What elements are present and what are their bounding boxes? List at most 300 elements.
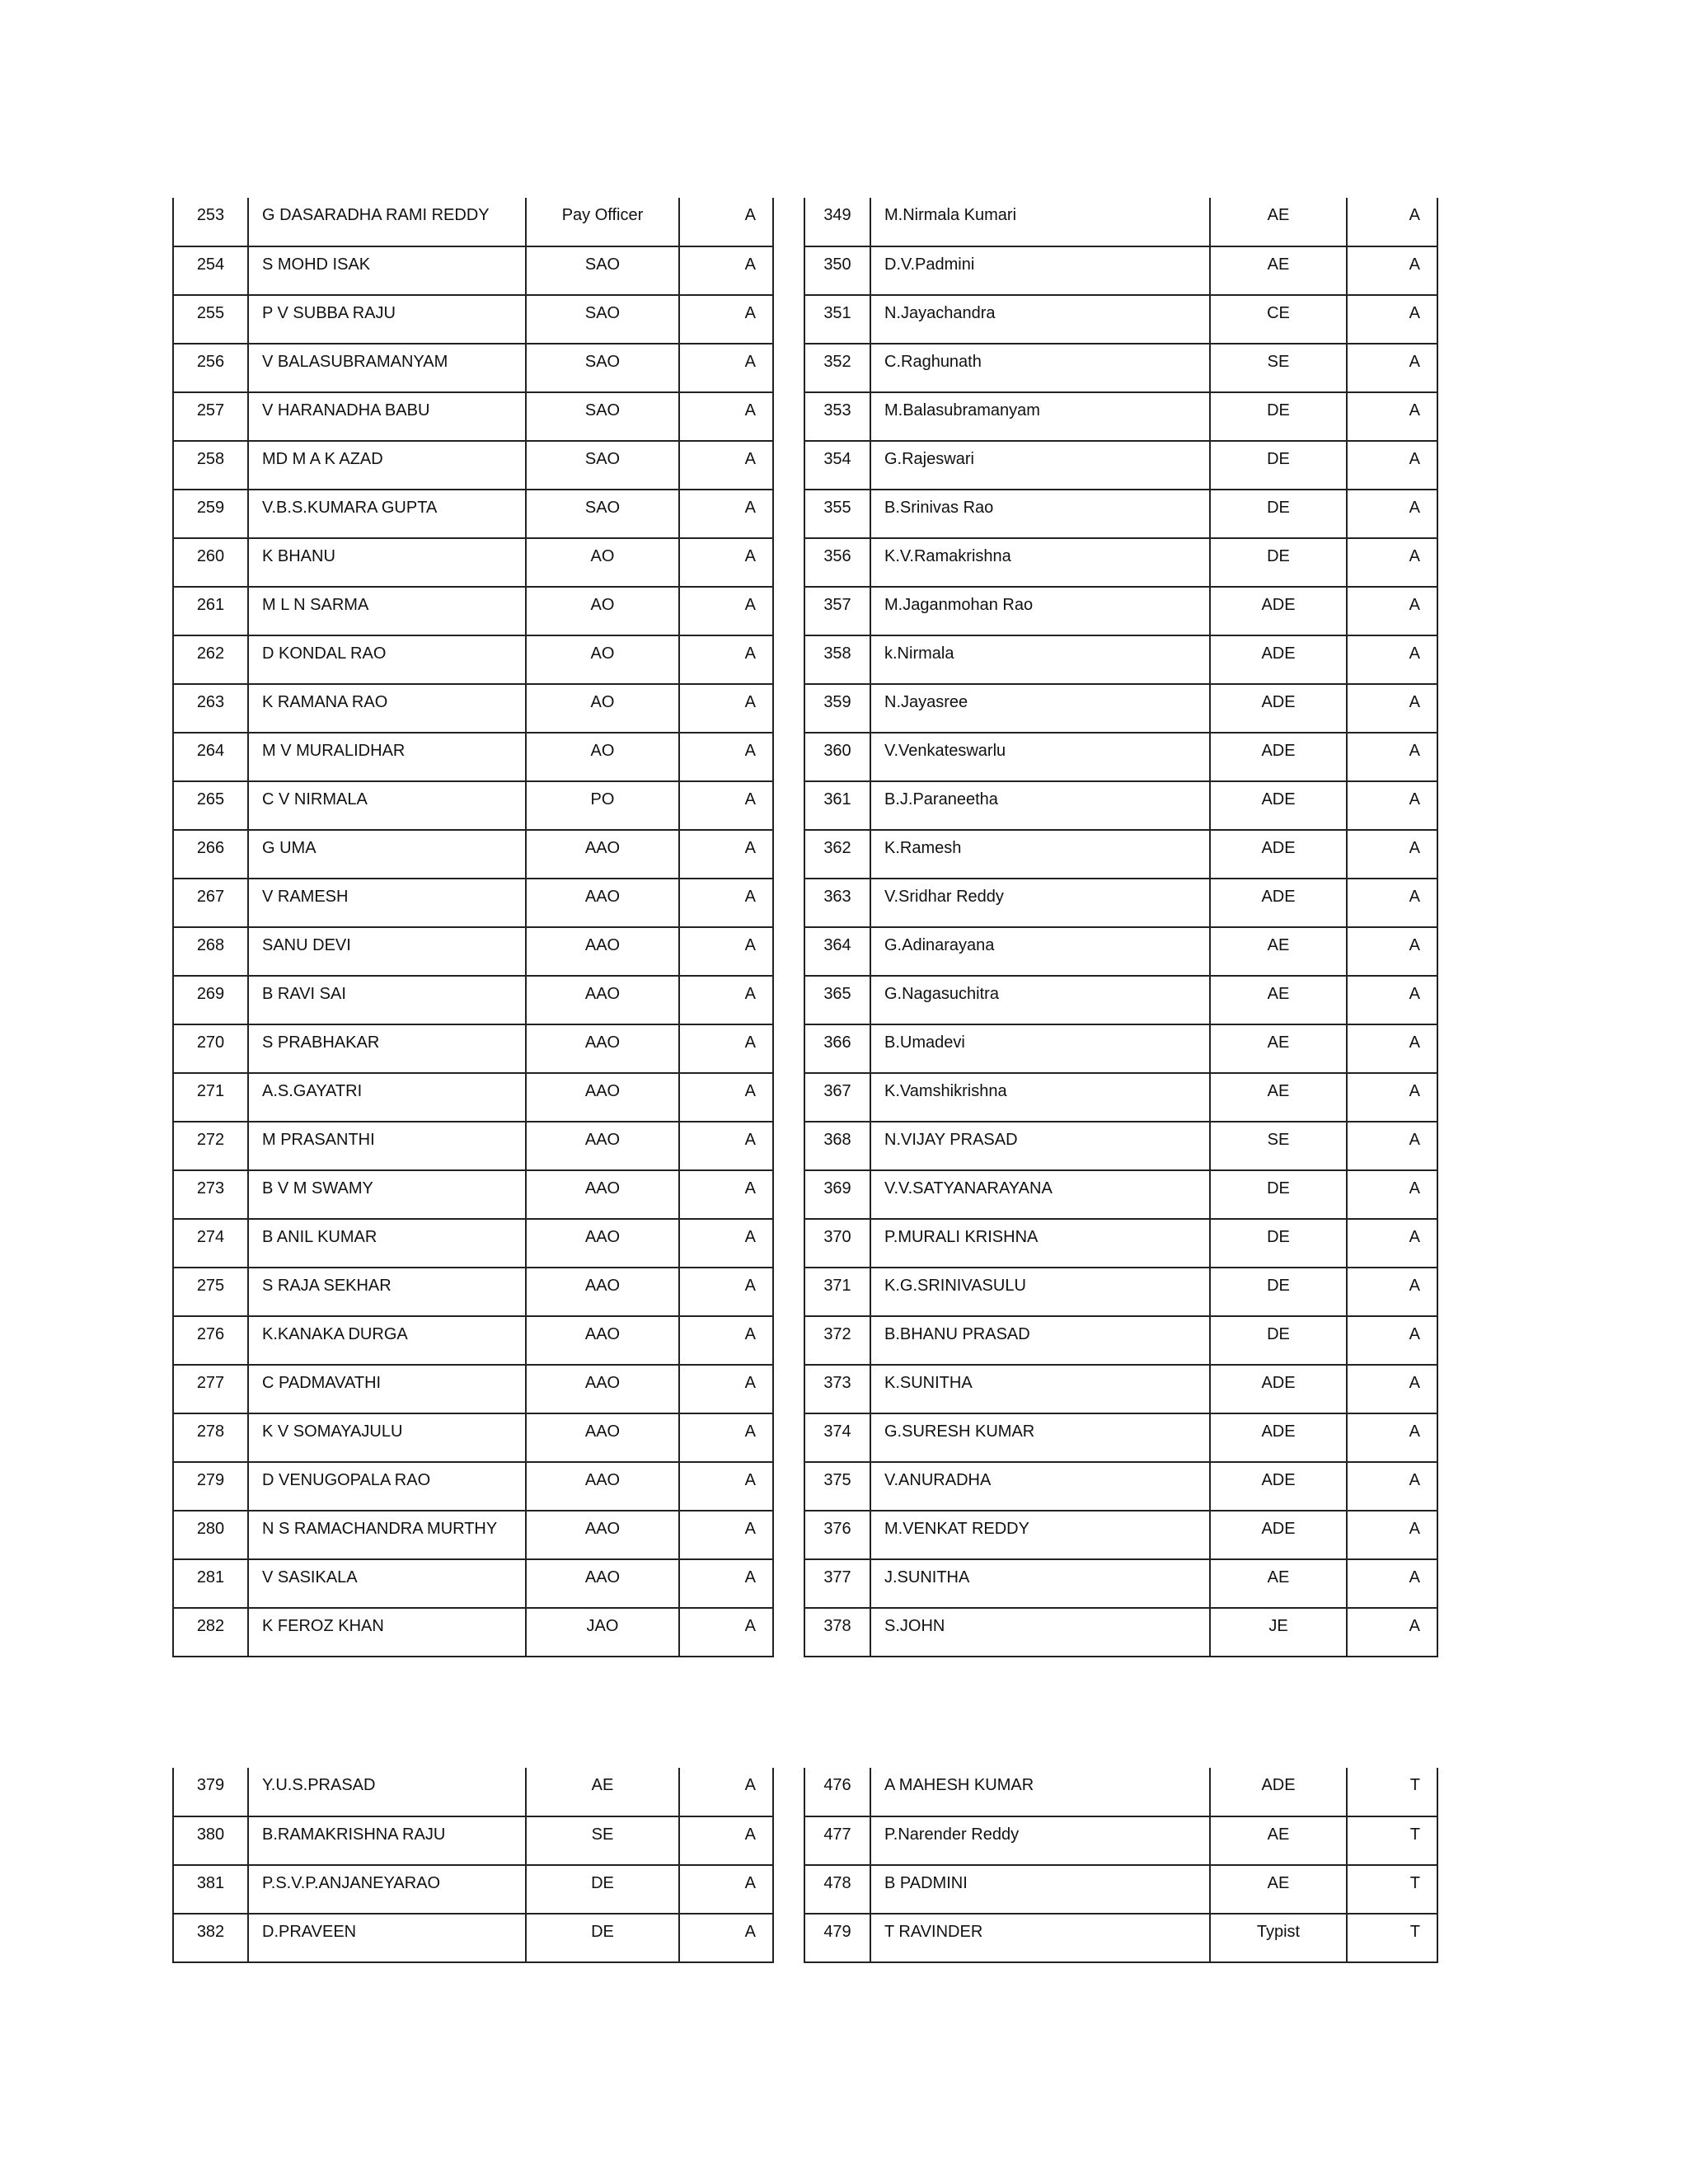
name-text: k.Nirmala — [884, 644, 954, 663]
name-text: P V SUBBA RAJU — [262, 304, 396, 322]
name-cell — [870, 198, 1210, 246]
designation-text: DE — [1267, 401, 1290, 419]
designation-cell — [526, 246, 679, 295]
table-row — [804, 1073, 1437, 1122]
category-text: A — [1409, 936, 1420, 954]
serial-number-cell — [804, 1865, 870, 1914]
serial-number-text: 370 — [823, 1228, 851, 1246]
category-cell — [1347, 1316, 1437, 1365]
category-text: A — [1409, 596, 1420, 614]
name-cell — [248, 1122, 526, 1170]
name-cell — [248, 1865, 526, 1914]
table-row — [173, 1219, 773, 1268]
designation-text: AE — [1267, 255, 1290, 274]
category-text: A — [744, 1179, 756, 1197]
table-row — [173, 1511, 773, 1559]
designation-text: DE — [1267, 1277, 1290, 1295]
table-row — [804, 1914, 1437, 1962]
category-text: T — [1409, 1923, 1420, 1941]
category-text: A — [744, 1825, 756, 1844]
category-cell — [1347, 879, 1437, 927]
serial-number-text: 257 — [196, 401, 225, 419]
designation-text: ADE — [1261, 1776, 1296, 1794]
category-cell — [679, 246, 773, 295]
serial-number-cell — [804, 587, 870, 635]
designation-text: DE — [1267, 1228, 1290, 1246]
designation-text: AO — [590, 547, 615, 565]
designation-cell — [526, 1816, 679, 1865]
table-row — [173, 295, 773, 344]
serial-number-cell — [804, 879, 870, 927]
name-text: S MOHD ISAK — [262, 255, 371, 274]
table-row — [804, 1559, 1437, 1608]
serial-number-cell — [173, 976, 248, 1024]
name-cell — [870, 1608, 1210, 1657]
category-text: A — [1409, 1033, 1420, 1052]
category-cell — [1347, 392, 1437, 441]
serial-number-text: 256 — [196, 353, 225, 371]
category-text: A — [744, 742, 756, 760]
designation-cell — [526, 198, 679, 246]
table-row — [804, 927, 1437, 976]
name-text: G.Rajeswari — [884, 450, 974, 468]
serial-number-text: 352 — [823, 353, 851, 371]
name-text: K.Ramesh — [884, 839, 962, 857]
table-row — [804, 635, 1437, 684]
category-text: A — [744, 693, 756, 711]
category-cell — [679, 198, 773, 246]
table-row — [173, 246, 773, 295]
category-text: A — [744, 1033, 756, 1052]
name-text: D VENUGOPALA RAO — [262, 1471, 431, 1489]
serial-number-cell — [804, 295, 870, 344]
category-cell — [1347, 587, 1437, 635]
serial-number-text: 375 — [823, 1471, 851, 1489]
name-cell — [870, 1768, 1210, 1816]
category-cell — [679, 1365, 773, 1413]
category-cell — [679, 1073, 773, 1122]
serial-number-text: 381 — [196, 1874, 225, 1892]
category-text: A — [1409, 1082, 1420, 1100]
category-text: A — [744, 304, 756, 322]
table-row — [804, 1170, 1437, 1219]
serial-number-cell — [173, 1816, 248, 1865]
name-cell — [870, 490, 1210, 538]
designation-cell — [1210, 441, 1347, 490]
category-text: A — [1409, 1471, 1420, 1489]
designation-text: SE — [1267, 353, 1290, 371]
table-row — [804, 587, 1437, 635]
table-row — [804, 392, 1437, 441]
table-row — [804, 344, 1437, 392]
serial-number-cell — [804, 1170, 870, 1219]
category-text: A — [1409, 255, 1420, 274]
serial-number-text: 379 — [196, 1776, 225, 1794]
category-text: T — [1409, 1825, 1420, 1844]
category-text: A — [1409, 1228, 1420, 1246]
category-text: A — [1409, 401, 1420, 419]
designation-cell — [526, 538, 679, 587]
category-cell — [1347, 441, 1437, 490]
table-row — [804, 1511, 1437, 1559]
serial-number-cell — [804, 733, 870, 781]
category-text: A — [744, 206, 756, 224]
designation-cell — [1210, 1024, 1347, 1073]
name-text: Y.U.S.PRASAD — [262, 1776, 376, 1794]
table-row — [804, 490, 1437, 538]
name-cell — [870, 1073, 1210, 1122]
name-cell — [248, 1024, 526, 1073]
serial-number-cell — [173, 733, 248, 781]
serial-number-text: 356 — [823, 547, 851, 565]
serial-number-cell — [804, 246, 870, 295]
designation-text: AE — [591, 1776, 614, 1794]
name-text: SANU DEVI — [262, 936, 351, 954]
name-cell — [870, 295, 1210, 344]
name-text: B V M SWAMY — [262, 1179, 373, 1197]
serial-number-text: 362 — [823, 839, 851, 857]
category-cell — [679, 1170, 773, 1219]
name-text: C V NIRMALA — [262, 790, 368, 808]
serial-number-cell — [173, 198, 248, 246]
serial-number-text: 270 — [196, 1033, 225, 1052]
name-cell — [248, 392, 526, 441]
serial-number-cell — [173, 1413, 248, 1462]
serial-number-cell — [804, 1914, 870, 1962]
serial-number-text: 261 — [196, 596, 225, 614]
table-row — [173, 1559, 773, 1608]
name-cell — [248, 1914, 526, 1962]
name-cell — [870, 1511, 1210, 1559]
category-text: A — [744, 1422, 756, 1441]
table-row — [173, 1170, 773, 1219]
serial-number-text: 262 — [196, 644, 225, 663]
name-cell — [248, 1073, 526, 1122]
serial-number-cell — [804, 684, 870, 733]
name-cell — [870, 587, 1210, 635]
designation-text: AAO — [584, 839, 621, 857]
designation-cell — [1210, 1768, 1347, 1816]
category-text: A — [744, 1374, 756, 1392]
category-text: A — [744, 499, 756, 517]
designation-cell — [1210, 1170, 1347, 1219]
name-cell — [248, 684, 526, 733]
serial-number-cell — [804, 1024, 870, 1073]
category-cell — [1347, 1268, 1437, 1316]
category-cell — [1347, 490, 1437, 538]
serial-number-cell — [173, 392, 248, 441]
category-text: A — [744, 1228, 756, 1246]
name-cell — [870, 927, 1210, 976]
category-cell — [679, 344, 773, 392]
serial-number-cell — [173, 684, 248, 733]
serial-number-cell — [804, 1816, 870, 1865]
serial-number-text: 476 — [823, 1776, 851, 1794]
table-row — [804, 1365, 1437, 1413]
serial-number-text: 359 — [823, 693, 851, 711]
serial-number-cell — [173, 246, 248, 295]
category-text: T — [1409, 1776, 1420, 1794]
serial-number-text: 357 — [823, 596, 851, 614]
name-cell — [870, 1559, 1210, 1608]
designation-text: ADE — [1261, 693, 1296, 711]
designation-cell — [526, 1268, 679, 1316]
serial-number-cell — [804, 538, 870, 587]
designation-cell — [1210, 879, 1347, 927]
designation-text: ADE — [1261, 596, 1296, 614]
table-row — [804, 1865, 1437, 1914]
serial-number-text: 376 — [823, 1520, 851, 1538]
category-cell — [1347, 830, 1437, 879]
name-cell — [248, 1768, 526, 1816]
designation-cell — [1210, 538, 1347, 587]
name-cell — [870, 344, 1210, 392]
name-text: M.Jaganmohan Rao — [884, 596, 1034, 614]
serial-number-cell — [804, 1511, 870, 1559]
name-text: A MAHESH KUMAR — [884, 1776, 1034, 1794]
table-row — [173, 1413, 773, 1462]
designation-text: AAO — [584, 1033, 621, 1052]
name-cell — [248, 1365, 526, 1413]
table-row — [173, 1024, 773, 1073]
staff-table-left-top — [172, 198, 774, 1657]
category-cell — [679, 1316, 773, 1365]
designation-text: AE — [1267, 936, 1290, 954]
name-cell — [248, 295, 526, 344]
serial-number-text: 282 — [196, 1617, 225, 1635]
category-text: A — [1409, 985, 1420, 1003]
name-cell — [248, 879, 526, 927]
serial-number-text: 274 — [196, 1228, 225, 1246]
serial-number-text: 373 — [823, 1374, 851, 1392]
table-row — [804, 1413, 1437, 1462]
serial-number-text: 268 — [196, 936, 225, 954]
designation-cell — [1210, 976, 1347, 1024]
category-cell — [679, 1413, 773, 1462]
table-row — [173, 344, 773, 392]
name-text: D KONDAL RAO — [262, 644, 387, 663]
designation-text: SAO — [584, 450, 621, 468]
designation-text: AE — [1267, 985, 1290, 1003]
category-cell — [679, 733, 773, 781]
category-cell — [1347, 344, 1437, 392]
category-text: A — [744, 450, 756, 468]
name-cell — [870, 441, 1210, 490]
category-cell — [1347, 538, 1437, 587]
designation-cell — [526, 1073, 679, 1122]
name-cell — [248, 927, 526, 976]
serial-number-cell — [173, 1219, 248, 1268]
category-cell — [679, 1462, 773, 1511]
designation-text: AAO — [584, 1082, 621, 1100]
designation-text: ADE — [1261, 1374, 1296, 1392]
table-row — [804, 830, 1437, 879]
designation-cell — [1210, 635, 1347, 684]
name-cell — [870, 1268, 1210, 1316]
designation-cell — [1210, 490, 1347, 538]
category-cell — [1347, 976, 1437, 1024]
designation-cell — [526, 1170, 679, 1219]
designation-cell — [526, 1559, 679, 1608]
serial-number-text: 360 — [823, 742, 851, 760]
category-text: A — [744, 401, 756, 419]
category-cell — [679, 1511, 773, 1559]
name-cell — [248, 635, 526, 684]
designation-cell — [526, 1413, 679, 1462]
category-text: A — [744, 1568, 756, 1586]
designation-text: AO — [590, 596, 615, 614]
name-text: V.Sridhar Reddy — [884, 888, 1004, 906]
designation-cell — [1210, 830, 1347, 879]
name-text: V.V.SATYANARAYANA — [884, 1179, 1053, 1197]
name-text: V BALASUBRAMANYAM — [262, 353, 448, 371]
designation-cell — [1210, 1914, 1347, 1962]
category-cell — [1347, 733, 1437, 781]
category-cell — [679, 684, 773, 733]
category-cell — [1347, 1768, 1437, 1816]
serial-number-cell — [173, 1914, 248, 1962]
table-row — [804, 441, 1437, 490]
designation-cell — [1210, 1559, 1347, 1608]
name-text: D.PRAVEEN — [262, 1923, 357, 1941]
serial-number-cell — [804, 441, 870, 490]
table-row — [804, 538, 1437, 587]
name-cell — [248, 1511, 526, 1559]
designation-text: Pay Officer — [561, 206, 644, 224]
designation-cell — [1210, 1511, 1347, 1559]
serial-number-cell — [804, 635, 870, 684]
table-row — [804, 246, 1437, 295]
category-cell — [1347, 781, 1437, 830]
name-text: S.JOHN — [884, 1617, 945, 1635]
serial-number-text: 280 — [196, 1520, 225, 1538]
table-row — [173, 1268, 773, 1316]
serial-number-cell — [173, 635, 248, 684]
designation-cell — [526, 733, 679, 781]
category-text: A — [1409, 1179, 1420, 1197]
designation-text: AO — [590, 644, 615, 663]
serial-number-text: 366 — [823, 1033, 851, 1052]
table-row — [804, 1268, 1437, 1316]
designation-text: AAO — [584, 1131, 621, 1149]
name-cell — [870, 976, 1210, 1024]
name-text: V SASIKALA — [262, 1568, 358, 1586]
name-text: K FEROZ KHAN — [262, 1617, 384, 1635]
designation-text: Typist — [1256, 1923, 1301, 1941]
table-row — [173, 927, 773, 976]
designation-cell — [526, 1865, 679, 1914]
category-text: A — [744, 1471, 756, 1489]
designation-cell — [526, 830, 679, 879]
category-text: A — [744, 888, 756, 906]
name-cell — [870, 246, 1210, 295]
serial-number-cell — [173, 781, 248, 830]
category-text: A — [1409, 742, 1420, 760]
designation-text: DE — [1267, 1179, 1290, 1197]
designation-text: ADE — [1261, 1471, 1296, 1489]
category-cell — [1347, 1865, 1437, 1914]
designation-text: DE — [1267, 450, 1290, 468]
name-text: B PADMINI — [884, 1874, 968, 1892]
serial-number-cell — [173, 927, 248, 976]
designation-cell — [1210, 1413, 1347, 1462]
designation-cell — [526, 1768, 679, 1816]
name-cell — [248, 1316, 526, 1365]
category-text: A — [1409, 499, 1420, 517]
name-text: K RAMANA RAO — [262, 693, 388, 711]
designation-cell — [1210, 1268, 1347, 1316]
designation-cell — [526, 1365, 679, 1413]
serial-number-text: 353 — [823, 401, 851, 419]
table-row — [804, 198, 1437, 246]
table-row — [804, 1316, 1437, 1365]
category-cell — [679, 635, 773, 684]
category-text: A — [1409, 644, 1420, 663]
designation-cell — [1210, 781, 1347, 830]
serial-number-text: 275 — [196, 1277, 225, 1295]
serial-number-cell — [804, 1219, 870, 1268]
designation-text: ADE — [1261, 790, 1296, 808]
table-row — [173, 1462, 773, 1511]
designation-cell — [1210, 1865, 1347, 1914]
designation-text: AAO — [584, 1520, 621, 1538]
name-cell — [248, 344, 526, 392]
table-row — [173, 441, 773, 490]
category-cell — [1347, 1024, 1437, 1073]
category-text: A — [744, 1617, 756, 1635]
table-row — [173, 538, 773, 587]
name-text: G.Adinarayana — [884, 936, 995, 954]
serial-number-text: 368 — [823, 1131, 851, 1149]
serial-number-cell — [173, 490, 248, 538]
designation-cell — [1210, 198, 1347, 246]
category-text: A — [1409, 304, 1420, 322]
serial-number-cell — [173, 538, 248, 587]
designation-cell — [526, 976, 679, 1024]
serial-number-cell — [804, 1268, 870, 1316]
category-cell — [679, 781, 773, 830]
designation-text: AAO — [584, 1179, 621, 1197]
name-text: M.Nirmala Kumari — [884, 206, 1017, 224]
category-text: A — [744, 1874, 756, 1892]
table-row — [173, 1122, 773, 1170]
name-cell — [248, 490, 526, 538]
category-cell — [679, 587, 773, 635]
name-cell — [248, 538, 526, 587]
name-cell — [248, 1608, 526, 1657]
serial-number-text: 254 — [196, 255, 225, 274]
category-cell — [679, 538, 773, 587]
designation-cell — [526, 1219, 679, 1268]
designation-text: AE — [1267, 206, 1290, 224]
name-text: K.V.Ramakrishna — [884, 547, 1011, 565]
category-cell — [679, 879, 773, 927]
name-cell — [870, 830, 1210, 879]
name-text: V.ANURADHA — [884, 1471, 992, 1489]
staff-table-right-bottom — [804, 1768, 1438, 1963]
name-text: K.KANAKA DURGA — [262, 1325, 408, 1343]
name-text: M L N SARMA — [262, 596, 369, 614]
category-cell — [1347, 635, 1437, 684]
table-row — [173, 781, 773, 830]
name-cell — [248, 976, 526, 1024]
name-text: B RAVI SAI — [262, 985, 346, 1003]
name-text: M PRASANTHI — [262, 1131, 375, 1149]
category-cell — [679, 295, 773, 344]
serial-number-cell — [173, 830, 248, 879]
designation-text: AAO — [584, 1325, 621, 1343]
table-row — [173, 1768, 773, 1816]
